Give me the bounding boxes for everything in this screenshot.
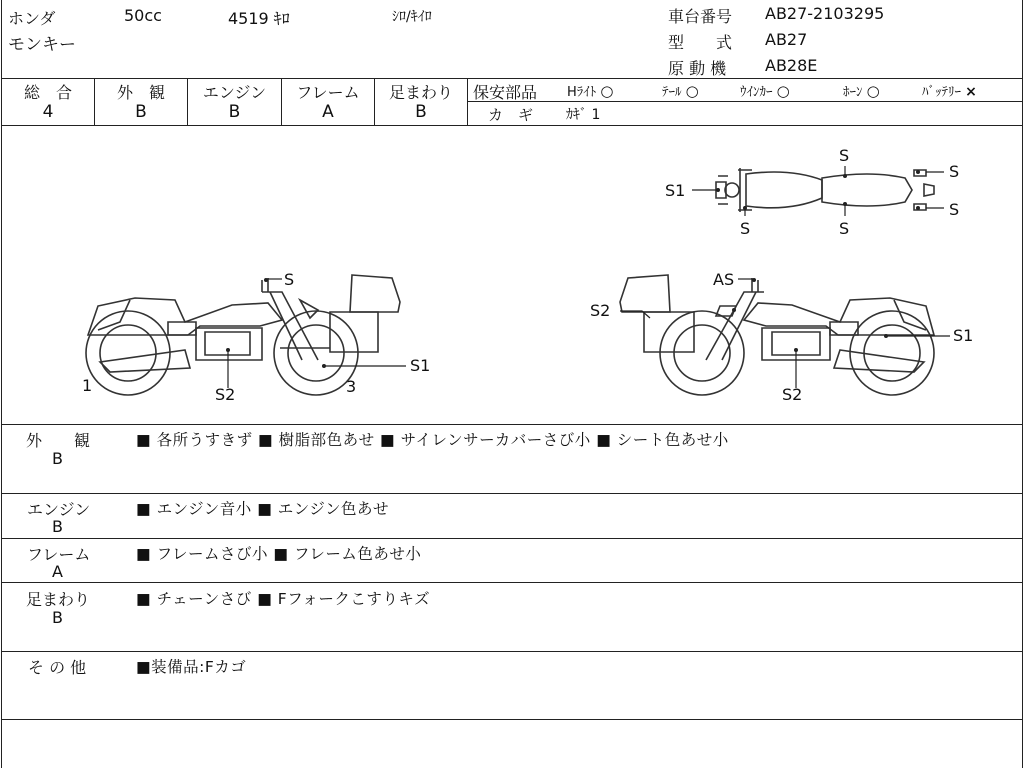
section-suspension-notes: ■ チェーンさび ■ Fフォークこすりキズ (136, 590, 431, 608)
section-exterior-label: 外 観 (26, 431, 91, 450)
rule (1, 719, 1023, 720)
label-top-s-mid-down: S (839, 219, 850, 238)
label-top-s-mid-up: S (839, 146, 850, 165)
grade-engine-label: エンジン (202, 83, 267, 102)
rule (1, 651, 1023, 652)
section-other-notes: ■装備品:Fカゴ (136, 658, 247, 676)
bike-top-view-icon (716, 168, 934, 212)
label-left-s: S (284, 270, 295, 289)
mileage: 4519 ｷﾛ (228, 9, 290, 28)
label-left-1: 1 (82, 376, 93, 395)
safety-item-headlight: Hﾗｲﾄ ○ (567, 82, 614, 100)
frame-no: AB27-2103295 (765, 4, 885, 23)
displacement: 50cc (124, 6, 162, 25)
section-engine-label: エンジン (27, 500, 91, 519)
label-left-s1: S1 (410, 356, 431, 375)
grade-exterior-label: 外 観 (116, 83, 165, 102)
frame-no-label: 車台番号 (668, 7, 733, 26)
label-right-s2-lower: S2 (782, 385, 803, 404)
engine-value: AB28E (765, 56, 818, 75)
rule (1, 582, 1023, 583)
label-left-s2: S2 (215, 385, 236, 404)
safety-item-tail: ﾃｰﾙ ○ (662, 82, 699, 100)
section-exterior-notes: ■ 各所うすきず ■ 樹脂部色あせ ■ サイレンサーカバーさび小 ■ シート色あせ小 (136, 431, 729, 449)
label-left-3: 3 (346, 377, 357, 396)
type-label: 型 式 (668, 33, 733, 52)
label-top-s-rear-down: S (949, 200, 960, 219)
label-right-as: AS (713, 270, 735, 289)
label-top-s-front-down: S (740, 219, 751, 238)
grade-engine-value: B (228, 102, 241, 122)
label-top-s-rear-up: S (949, 162, 960, 181)
key-value: ｶｷﾞ 1 (566, 107, 601, 123)
label-right-s2-upper: S2 (590, 301, 611, 320)
safety-item-battery: ﾊﾞｯﾃﾘｰ × (922, 84, 977, 100)
key-label: カ ギ (488, 106, 534, 124)
section-frame-grade: A (52, 562, 63, 581)
maker: ホンダ (8, 9, 56, 28)
section-suspension-grade: B (52, 608, 63, 627)
grade-total-value: 4 (42, 102, 54, 122)
grade-frame-label: フレーム (296, 83, 360, 102)
engine-label: 原 動 機 (668, 59, 727, 78)
section-engine-grade: B (52, 517, 63, 536)
safety-item-winker: ｳｲﾝｶｰ ○ (740, 82, 790, 100)
section-frame-notes: ■ フレームさび小 ■ フレーム色あせ小 (136, 545, 422, 563)
rule (1, 538, 1023, 539)
model-name: モンキー (8, 35, 76, 55)
label-right-s1: S1 (953, 326, 974, 345)
section-frame-label: フレーム (27, 545, 91, 564)
grade-suspension-value: B (415, 102, 427, 122)
label-top-s1: S1 (665, 181, 686, 200)
section-engine-notes: ■ エンジン音小 ■ エンジン色あせ (136, 500, 390, 518)
safety-item-horn: ﾎｰﾝ ○ (843, 82, 880, 100)
rule (1, 493, 1023, 494)
section-exterior-grade: B (52, 449, 63, 468)
section-other-label: そ の 他 (28, 658, 87, 677)
grade-frame-value: A (322, 102, 334, 122)
section-suspension-label: 足まわり (26, 590, 91, 609)
grade-suspension-label: 足まわり (388, 83, 453, 102)
rule (1, 424, 1023, 425)
type-value: AB27 (765, 30, 808, 49)
color: ｼﾛ/ｷｲﾛ (392, 9, 432, 25)
grade-exterior-value: B (135, 102, 147, 122)
grade-total-label: 総 合 (23, 83, 72, 102)
safety-label: 保安部品 (473, 83, 538, 102)
